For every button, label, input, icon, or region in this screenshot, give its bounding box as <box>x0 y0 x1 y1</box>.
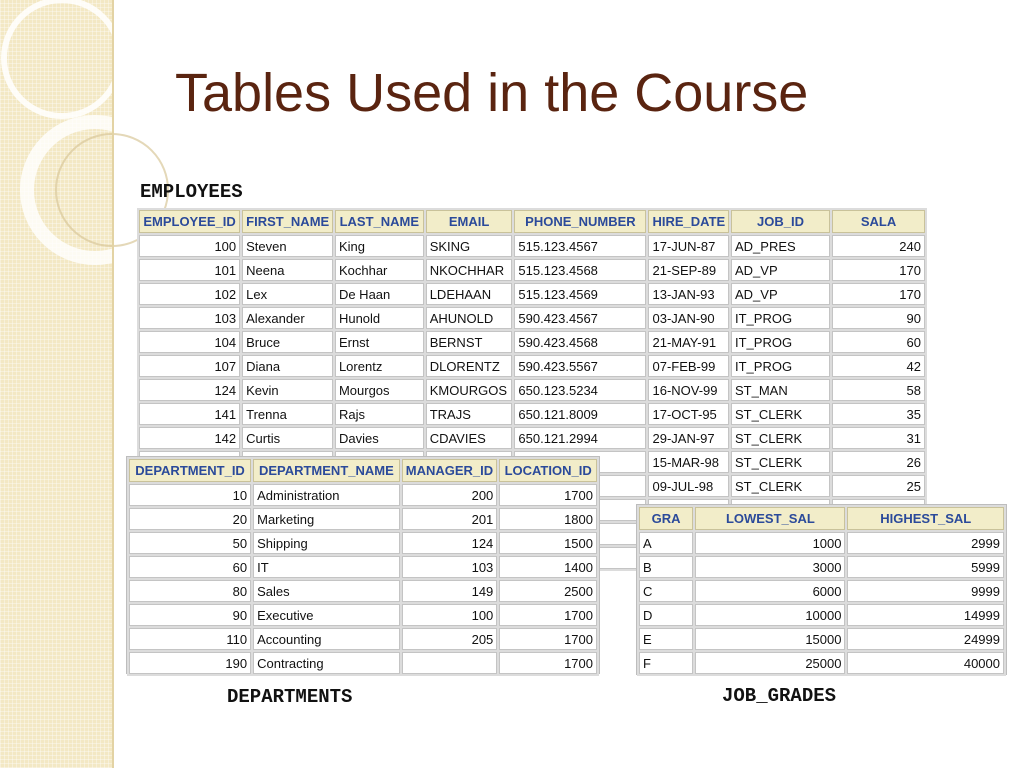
column-header: HIRE_DATE <box>648 210 729 233</box>
job-grade-row <box>639 628 1004 650</box>
table-cell: 21-MAY-91 <box>648 331 729 353</box>
table-cell: Accounting <box>253 628 400 650</box>
department-row <box>129 604 597 626</box>
table-cell: KMOURGOS <box>426 379 513 401</box>
decorative-side-strip <box>0 0 112 768</box>
table-cell: 15-MAR-98 <box>648 451 729 473</box>
department-row <box>129 652 597 674</box>
table-cell: 102 <box>139 283 240 305</box>
employee-row <box>139 283 925 305</box>
table-cell: 200 <box>402 484 498 506</box>
department-row <box>129 484 597 506</box>
table-cell: 100 <box>402 604 498 626</box>
table-cell: 29-JAN-97 <box>648 427 729 449</box>
table-cell: IT_PROG <box>731 331 830 353</box>
table-cell: 2500 <box>499 580 597 602</box>
departments-table <box>127 457 599 676</box>
table-cell: 170 <box>832 283 925 305</box>
table-cell: 110 <box>129 628 251 650</box>
table-cell: Hunold <box>335 307 424 329</box>
department-row <box>129 628 597 650</box>
table-cell: 14999 <box>847 604 1004 626</box>
table-cell: Lex <box>242 283 333 305</box>
table-cell: 50 <box>129 532 251 554</box>
table-cell: 590.423.4568 <box>514 331 646 353</box>
table-cell: 124 <box>402 532 498 554</box>
column-header: PHONE_NUMBER <box>514 210 646 233</box>
table-cell: 03-JAN-90 <box>648 307 729 329</box>
column-header: EMAIL <box>426 210 513 233</box>
table-cell: 515.123.4569 <box>514 283 646 305</box>
column-header: GRA <box>639 507 693 530</box>
table-cell: 1500 <box>499 532 597 554</box>
employee-row <box>139 379 925 401</box>
table-cell: D <box>639 604 693 626</box>
table-cell: 149 <box>402 580 498 602</box>
table-cell: ST_MAN <box>731 379 830 401</box>
table-cell: 650.121.8009 <box>514 403 646 425</box>
table-cell: Executive <box>253 604 400 626</box>
employee-row <box>139 307 925 329</box>
employee-row <box>139 355 925 377</box>
table-cell: 5999 <box>847 556 1004 578</box>
strip-border <box>112 0 114 768</box>
table-cell: 10 <box>129 484 251 506</box>
table-cell: 16-NOV-99 <box>648 379 729 401</box>
table-cell: 103 <box>402 556 498 578</box>
column-header: DEPARTMENT_NAME <box>253 459 400 482</box>
table-cell: 1800 <box>499 508 597 530</box>
table-cell: 3000 <box>695 556 845 578</box>
table-cell: ST_CLERK <box>731 403 830 425</box>
job-grade-row <box>639 580 1004 602</box>
table-cell <box>402 652 498 674</box>
table-cell: 1700 <box>499 604 597 626</box>
table-cell: DLORENTZ <box>426 355 513 377</box>
table-cell: 650.123.5234 <box>514 379 646 401</box>
column-header: SALA <box>832 210 925 233</box>
table-cell: 142 <box>139 427 240 449</box>
table-cell: AD_PRES <box>731 235 830 257</box>
departments-caption: DEPARTMENTS <box>227 686 353 708</box>
table-cell: 240 <box>832 235 925 257</box>
employee-row <box>139 403 925 425</box>
table-cell: 103 <box>139 307 240 329</box>
table-cell: De Haan <box>335 283 424 305</box>
table-cell: ST_CLERK <box>731 475 830 497</box>
table-cell: Lorentz <box>335 355 424 377</box>
table-cell: Kevin <box>242 379 333 401</box>
table-cell: Curtis <box>242 427 333 449</box>
column-header: LOCATION_ID <box>499 459 597 482</box>
table-cell: 25000 <box>695 652 845 674</box>
table-cell: 13-JAN-93 <box>648 283 729 305</box>
table-cell: Neena <box>242 259 333 281</box>
table-cell: Alexander <box>242 307 333 329</box>
table-cell: ST_CLERK <box>731 451 830 473</box>
table-cell: AD_VP <box>731 259 830 281</box>
table-cell: 201 <box>402 508 498 530</box>
table-cell: 1700 <box>499 652 597 674</box>
column-header: LOWEST_SAL <box>695 507 845 530</box>
table-cell: 58 <box>832 379 925 401</box>
employee-row <box>139 427 925 449</box>
decorative-circles <box>0 0 112 768</box>
table-cell: IT_PROG <box>731 307 830 329</box>
job-grade-row <box>639 556 1004 578</box>
table-cell: 515.123.4567 <box>514 235 646 257</box>
table-cell: 24999 <box>847 628 1004 650</box>
table-cell: CDAVIES <box>426 427 513 449</box>
table-cell: B <box>639 556 693 578</box>
job-grade-row <box>639 652 1004 674</box>
table-cell: 20 <box>129 508 251 530</box>
table-cell: 9999 <box>847 580 1004 602</box>
column-header: HIGHEST_SAL <box>847 507 1004 530</box>
table-cell: IT <box>253 556 400 578</box>
table-cell: 17-JUN-87 <box>648 235 729 257</box>
table-cell: C <box>639 580 693 602</box>
table-cell: 90 <box>129 604 251 626</box>
table-cell: Trenna <box>242 403 333 425</box>
table-cell: ST_CLERK <box>731 427 830 449</box>
table-cell: Contracting <box>253 652 400 674</box>
table-cell: F <box>639 652 693 674</box>
table-cell: 15000 <box>695 628 845 650</box>
column-header: EMPLOYEE_ID <box>139 210 240 233</box>
table-cell: Diana <box>242 355 333 377</box>
table-cell: 101 <box>139 259 240 281</box>
table-cell: 1700 <box>499 484 597 506</box>
table-cell: IT_PROG <box>731 355 830 377</box>
table-cell: 25 <box>832 475 925 497</box>
column-header: JOB_ID <box>731 210 830 233</box>
table-cell: Rajs <box>335 403 424 425</box>
table-cell: Kochhar <box>335 259 424 281</box>
table-cell: 650.121.2994 <box>514 427 646 449</box>
table-cell: Administration <box>253 484 400 506</box>
column-header: DEPARTMENT_ID <box>129 459 251 482</box>
slide-title: Tables Used in the Course <box>175 63 809 123</box>
table-cell: TRAJS <box>426 403 513 425</box>
job-grade-row <box>639 604 1004 626</box>
table-cell: Mourgos <box>335 379 424 401</box>
table-cell: 60 <box>129 556 251 578</box>
employee-row <box>139 235 925 257</box>
table-cell: King <box>335 235 424 257</box>
table-cell: 2999 <box>847 532 1004 554</box>
table-cell: 107 <box>139 355 240 377</box>
employee-row <box>139 331 925 353</box>
table-cell: 6000 <box>695 580 845 602</box>
table-cell: 60 <box>832 331 925 353</box>
table-cell: 35 <box>832 403 925 425</box>
table-cell: NKOCHHAR <box>426 259 513 281</box>
table-cell: 1000 <box>695 532 845 554</box>
table-cell: AD_VP <box>731 283 830 305</box>
table-cell: 31 <box>832 427 925 449</box>
table-cell: BERNST <box>426 331 513 353</box>
table-cell: 1700 <box>499 628 597 650</box>
table-cell: 515.123.4568 <box>514 259 646 281</box>
table-cell: 590.423.5567 <box>514 355 646 377</box>
department-row <box>129 532 597 554</box>
table-cell: 21-SEP-89 <box>648 259 729 281</box>
table-cell: 205 <box>402 628 498 650</box>
employees-caption: EMPLOYEES <box>140 181 243 203</box>
table-cell: Ernst <box>335 331 424 353</box>
department-row <box>129 556 597 578</box>
table-cell: Sales <box>253 580 400 602</box>
table-cell: 09-JUL-98 <box>648 475 729 497</box>
table-cell: 141 <box>139 403 240 425</box>
table-cell: 17-OCT-95 <box>648 403 729 425</box>
column-header: LAST_NAME <box>335 210 424 233</box>
job-grade-row <box>639 532 1004 554</box>
table-cell: 190 <box>129 652 251 674</box>
table-cell: 100 <box>139 235 240 257</box>
table-cell: 42 <box>832 355 925 377</box>
table-cell: LDEHAAN <box>426 283 513 305</box>
column-header: FIRST_NAME <box>242 210 333 233</box>
table-cell: 40000 <box>847 652 1004 674</box>
job-grades-table <box>637 505 1006 676</box>
table-cell: 10000 <box>695 604 845 626</box>
table-cell: Bruce <box>242 331 333 353</box>
table-cell: 170 <box>832 259 925 281</box>
table-cell: 590.423.4567 <box>514 307 646 329</box>
table-cell: 1400 <box>499 556 597 578</box>
department-row <box>129 508 597 530</box>
table-cell: 124 <box>139 379 240 401</box>
table-cell: 07-FEB-99 <box>648 355 729 377</box>
job-grades-table-container <box>637 505 1006 674</box>
table-cell: A <box>639 532 693 554</box>
table-cell: E <box>639 628 693 650</box>
employee-row <box>139 259 925 281</box>
table-cell: AHUNOLD <box>426 307 513 329</box>
departments-table-container <box>127 457 599 673</box>
table-cell: 80 <box>129 580 251 602</box>
table-cell: Shipping <box>253 532 400 554</box>
table-cell: 26 <box>832 451 925 473</box>
table-cell: Marketing <box>253 508 400 530</box>
table-cell: 90 <box>832 307 925 329</box>
table-cell: Steven <box>242 235 333 257</box>
department-row <box>129 580 597 602</box>
table-cell: 104 <box>139 331 240 353</box>
job-grades-caption: JOB_GRADES <box>722 685 837 707</box>
column-header: MANAGER_ID <box>402 459 498 482</box>
table-cell: Davies <box>335 427 424 449</box>
table-cell: SKING <box>426 235 513 257</box>
